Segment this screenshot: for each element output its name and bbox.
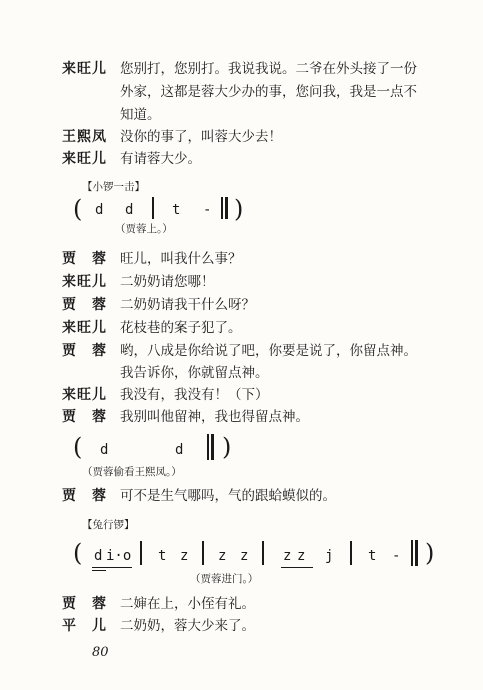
dialogue-line: 哟，八成是你给说了吧，你要是说了，你留点神。 <box>120 343 417 359</box>
dialogue-line: 您别打，您别打。我说我说。二爷在外头接了一份 <box>120 61 417 77</box>
dialogue-line: 二奶奶请我干什么呀？ <box>120 297 255 313</box>
note: d <box>94 548 103 564</box>
note: - <box>203 202 212 218</box>
stage-direction: （贾蓉偷看王熙凤。） <box>82 466 182 478</box>
beat-underline <box>281 567 313 568</box>
paren-open: ( <box>73 539 83 567</box>
gong-cue-label: 【兔行锣】 <box>82 519 135 531</box>
note: z <box>283 548 292 564</box>
note: t <box>158 548 167 564</box>
bar-line <box>152 197 154 219</box>
speaker-label: 王熙凤 <box>62 129 107 145</box>
speaker-label: 来旺儿 <box>62 387 107 403</box>
bar-line <box>202 541 204 565</box>
dialogue-line: 没你的事了，叫蓉大少去！ <box>120 129 282 145</box>
speaker-label: 平 儿 <box>62 618 107 634</box>
end-bar-line <box>211 434 214 460</box>
bar-line <box>207 434 209 460</box>
dialogue-line: 我没有，我没有！（下） <box>120 387 269 403</box>
speaker-label: 来旺儿 <box>62 61 107 77</box>
note: j <box>325 548 334 564</box>
note: z <box>180 548 189 564</box>
dialogue-line: 我别叫他留神，我也得留点神。 <box>120 409 309 425</box>
speaker-label: 贾 蓉 <box>62 343 107 359</box>
paren-close: ) <box>425 539 435 567</box>
dialogue-line: 旺儿，叫我什么事？ <box>120 251 242 267</box>
bar-line <box>411 540 413 566</box>
end-bar-line <box>225 197 228 219</box>
dialogue-line: 外家，这都是蓉大少办的事，您问我，我是一点不 <box>120 84 417 100</box>
beat-underline <box>92 567 132 568</box>
dialogue-line: 二奶奶请您哪！ <box>120 274 215 290</box>
bar-line <box>221 197 223 219</box>
bar-line <box>140 541 142 565</box>
dialogue-line: 知道。 <box>120 107 161 123</box>
beat-underline <box>92 570 106 571</box>
note: d <box>100 442 109 458</box>
note: t <box>172 202 181 218</box>
dialogue-line: 有请蓉大少。 <box>120 151 201 167</box>
dialogue-line: 我告诉你，你就留点神。 <box>120 365 269 381</box>
dialogue-line: 二婶在上，小侄有礼。 <box>120 596 255 612</box>
stage-direction: （贾蓉进门。） <box>190 573 259 585</box>
paren-open: ( <box>73 433 83 461</box>
bar-line <box>350 541 352 565</box>
speaker-label: 来旺儿 <box>62 320 107 336</box>
dialogue-line: 可不是生气哪吗，气的跟蛤蟆似的。 <box>120 488 336 504</box>
speaker-label: 贾 蓉 <box>62 409 107 425</box>
paren-open: ( <box>73 195 83 223</box>
speaker-label: 贾 蓉 <box>62 488 107 504</box>
note: i·o <box>106 548 132 564</box>
note: d <box>95 202 104 218</box>
end-bar-line <box>415 540 418 566</box>
speaker-label: 来旺儿 <box>62 274 107 290</box>
note: - <box>392 548 401 564</box>
gong-cue-label: 【小锣一击】 <box>82 181 145 193</box>
speaker-label: 贾 蓉 <box>62 297 107 313</box>
page-number: 80 <box>92 645 109 660</box>
paren-close: ) <box>222 433 232 461</box>
bar-line <box>262 541 264 565</box>
dialogue-line: 花枝巷的案子犯了。 <box>120 320 242 336</box>
dialogue-line: 二奶奶，蓉大少来了。 <box>120 618 255 634</box>
note: z <box>218 548 227 564</box>
note: d <box>175 442 184 458</box>
speaker-label: 来旺儿 <box>62 151 107 167</box>
paren-close: ) <box>234 195 244 223</box>
stage-direction: （贾蓉上。） <box>115 223 173 235</box>
speaker-label: 贾 蓉 <box>62 596 107 612</box>
note: z <box>240 548 249 564</box>
note: t <box>368 548 377 564</box>
note: d <box>125 202 134 218</box>
note: z <box>297 548 306 564</box>
speaker-label: 贾 蓉 <box>62 251 107 267</box>
